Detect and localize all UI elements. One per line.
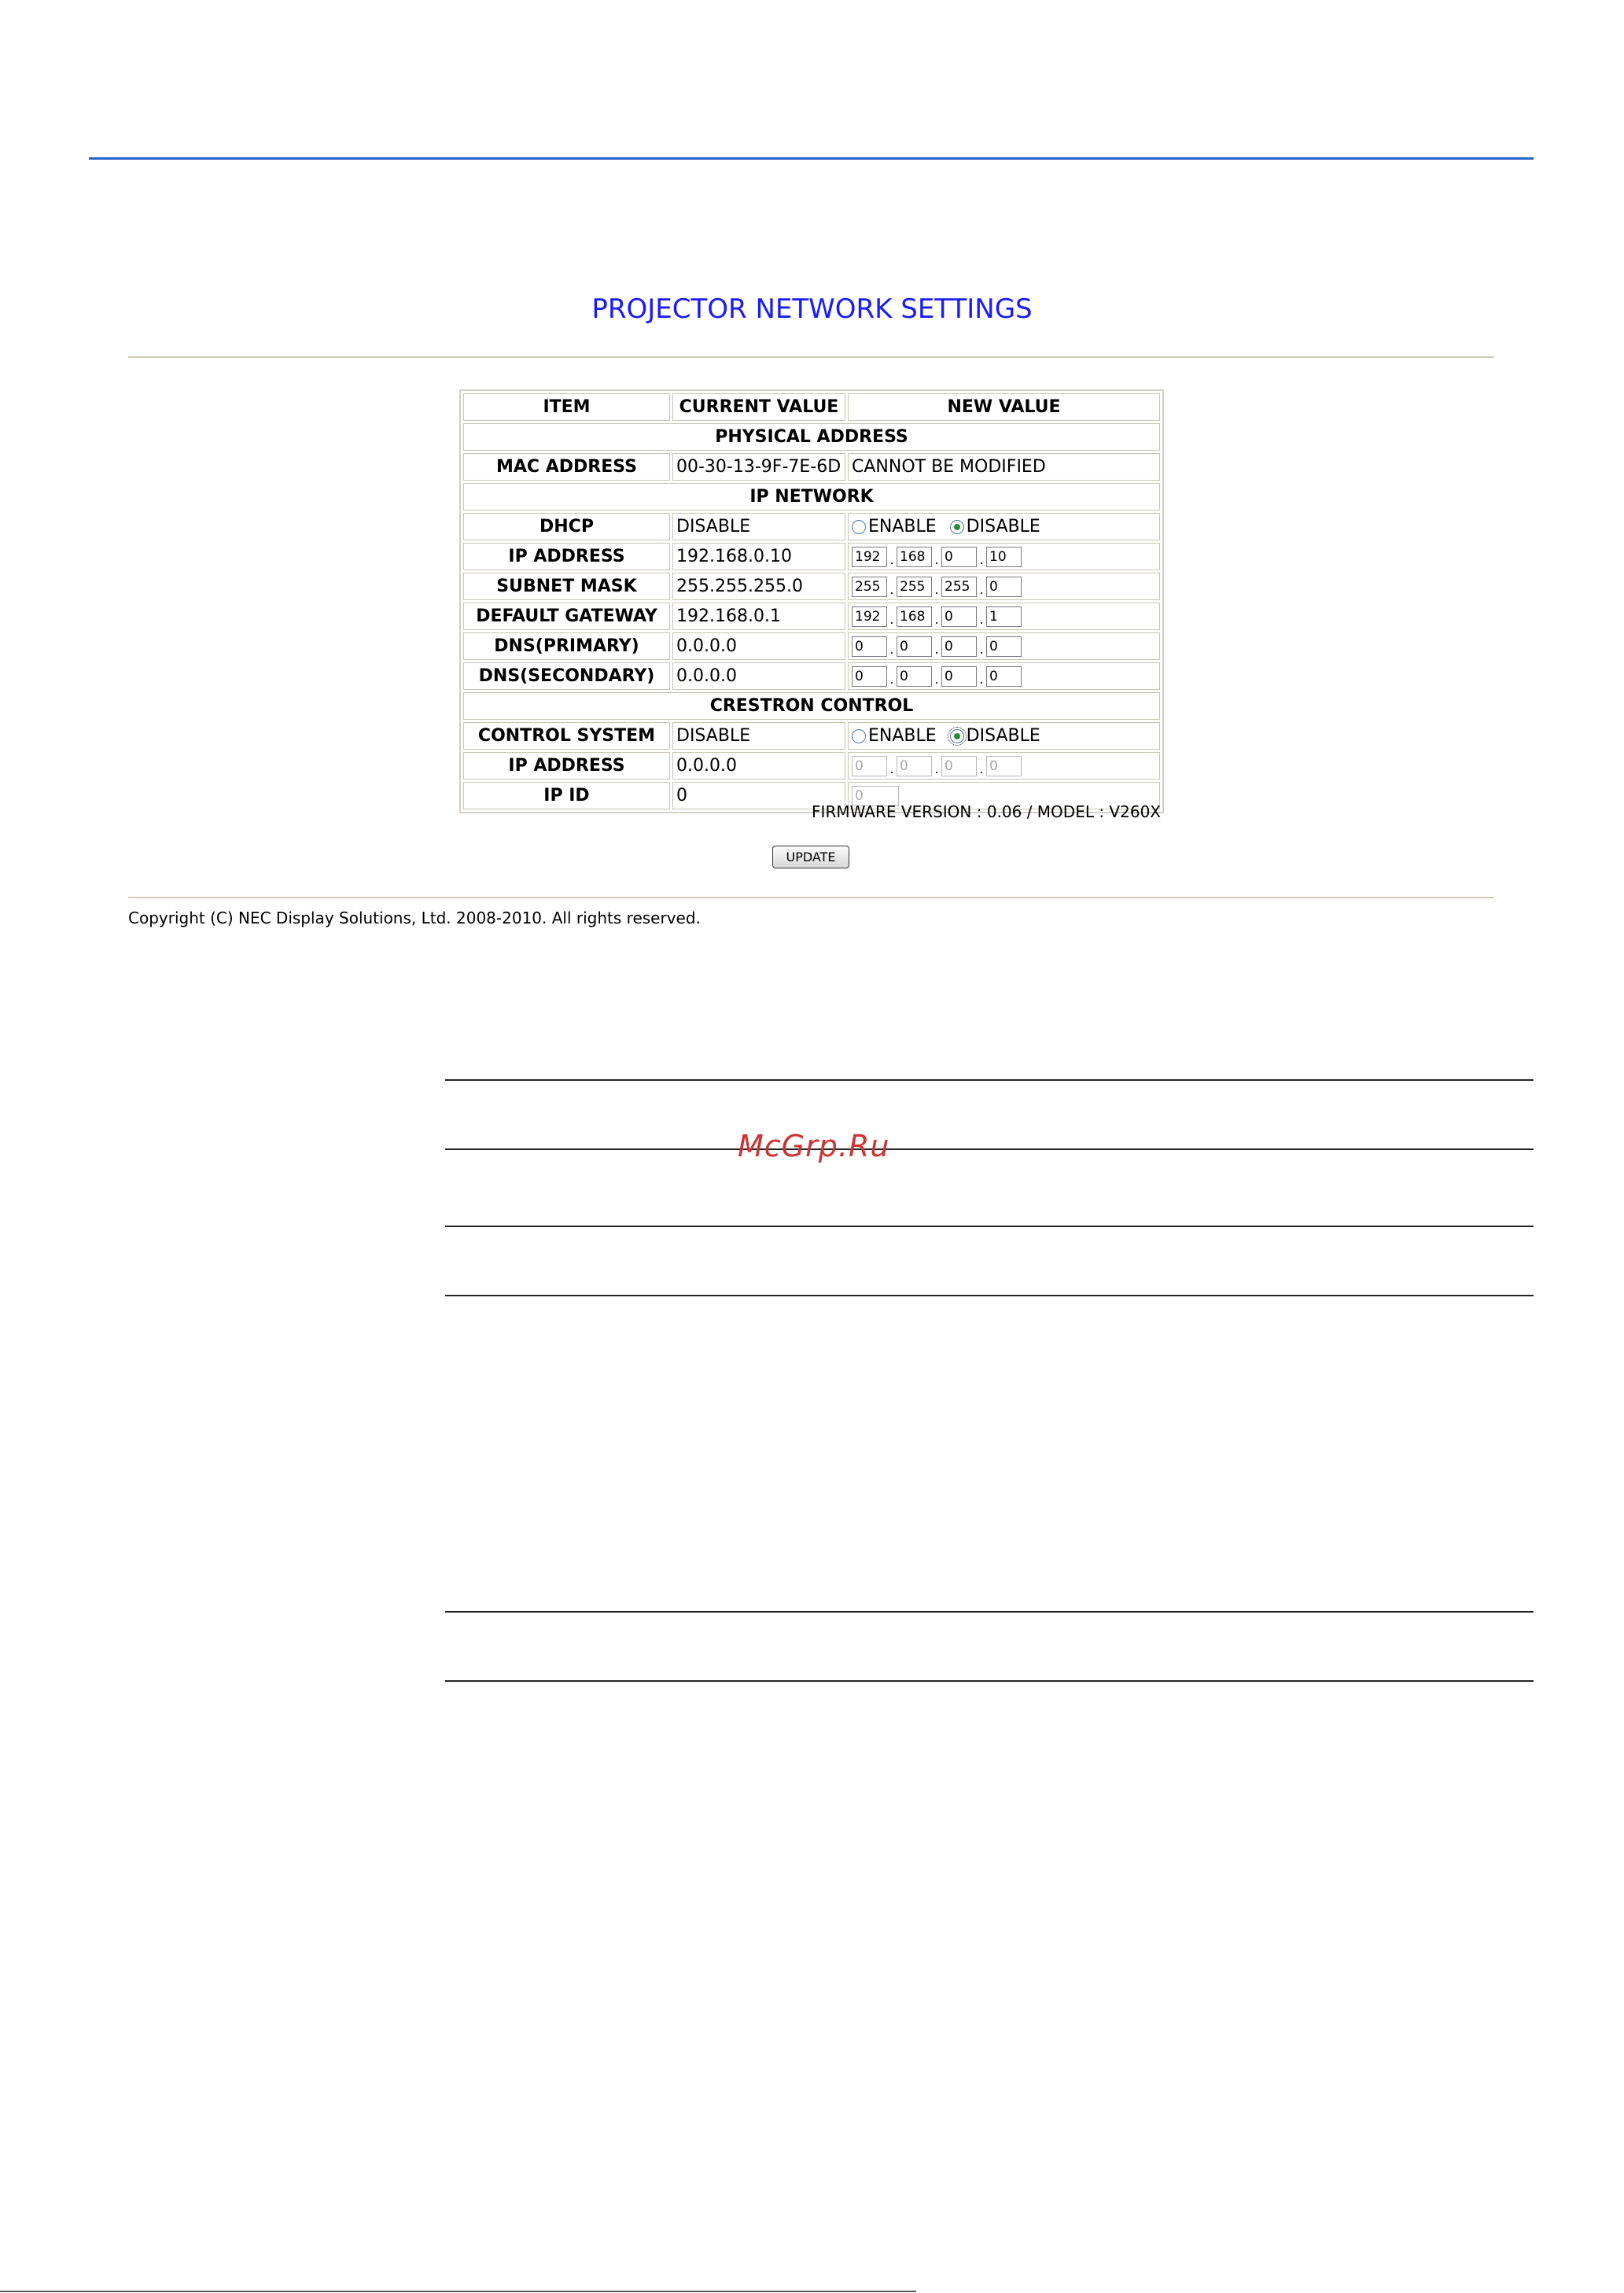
update-button[interactable]: UPDATE [772,846,849,868]
network-settings-table [459,389,1164,813]
dhcp-disable-label: DISABLE [966,517,1040,537]
row-dhcp [463,513,1160,540]
ip-address-octet-3[interactable]: 0 [941,547,977,567]
gateway-octet-2[interactable]: 168 [897,606,932,627]
row-dns-secondary [463,662,1160,690]
subnet-mask-inputs: 255 . 255 . 255 . 0 [848,573,1160,600]
header-new-value: NEW VALUE [848,393,1160,421]
ip-address-inputs: 192 . 168 . 0 . 10 [848,543,1160,570]
control-system-options [848,722,1160,750]
header-current-value: CURRENT VALUE [672,393,845,421]
dns-primary-octet-2[interactable]: 0 [897,636,932,657]
rule-1 [445,1079,1534,1081]
dns-primary-label: DNS(PRIMARY) [463,632,670,660]
dhcp-enable-label: ENABLE [868,517,937,537]
dns-primary-inputs: 0 . 0 . 0 . 0 [848,632,1160,660]
crestron-ip-label: IP ADDRESS [463,752,670,780]
control-system-label: CONTROL SYSTEM [463,722,670,750]
top-blue-rule [89,157,1534,160]
row-control-system [463,722,1160,750]
mac-address-label: MAC ADDRESS [463,453,670,481]
page-title: PROJECTOR NETWORK SETTINGS [591,293,1033,325]
copyright-text: Copyright (C) NEC Display Solutions, Ltd. 2008-2010. All rights reserved. [128,909,701,927]
dns-secondary-octet-3[interactable]: 0 [941,666,977,687]
control-system-enable-label: ENABLE [868,726,937,747]
bottom-rule [0,2291,916,2292]
section-crestron-control: CRESTRON CONTROL [463,692,1160,720]
ip-address-current: 192.168.0.10 [672,543,845,570]
title-divider [128,356,1494,358]
rule-4 [445,1295,1534,1296]
dhcp-options [848,513,1160,540]
gateway-octet-1[interactable]: 192 [852,606,887,627]
control-system-current: DISABLE [672,722,845,750]
mac-address-current: 00-30-13-9F-7E-6D [672,453,845,481]
section-ip-network: IP NETWORK [463,483,1160,511]
ip-id-label: IP ID [463,782,670,809]
dns-secondary-octet-1[interactable]: 0 [852,666,887,687]
rule-5 [445,1611,1534,1613]
table-header-row [463,393,1160,421]
dhcp-disable-radio[interactable] [950,520,964,534]
crestron-ip-octet-4[interactable]: 0 [986,756,1022,776]
crestron-ip-inputs: 0 . 0 . 0 . 0 [848,752,1160,780]
ip-address-octet-4[interactable]: 10 [986,547,1022,567]
dns-secondary-octet-4[interactable]: 0 [986,666,1022,687]
rule-6 [445,1680,1534,1682]
section-physical-address: PHYSICAL ADDRESS [463,423,1160,451]
ip-address-label: IP ADDRESS [463,543,670,570]
ip-id-current: 0 [672,782,845,809]
gateway-inputs: 192 . 168 . 0 . 1 [848,603,1160,630]
subnet-octet-4[interactable]: 0 [986,577,1022,597]
row-crestron-ip-address [463,752,1160,780]
crestron-ip-octet-1[interactable]: 0 [852,756,887,776]
dns-secondary-inputs: 0 . 0 . 0 . 0 [848,662,1160,690]
gateway-octet-3[interactable]: 0 [941,606,977,627]
dns-primary-octet-1[interactable]: 0 [852,636,887,657]
dns-secondary-current: 0.0.0.0 [672,662,845,690]
dns-primary-current: 0.0.0.0 [672,632,845,660]
crestron-ip-current: 0.0.0.0 [672,752,845,780]
subnet-octet-2[interactable]: 255 [897,577,932,597]
firmware-version: FIRMWARE VERSION : 0.06 / MODEL : V260X [812,802,1161,821]
footer-divider [128,897,1494,898]
dns-secondary-label: DNS(SECONDARY) [463,662,670,690]
mac-address-new: CANNOT BE MODIFIED [848,453,1160,481]
control-system-enable-radio[interactable] [852,729,866,743]
dhcp-label: DHCP [463,513,670,540]
dhcp-current: DISABLE [672,513,845,540]
crestron-ip-octet-3[interactable]: 0 [941,756,977,776]
ip-address-octet-1[interactable]: 192 [852,547,887,567]
row-subnet-mask [463,573,1160,600]
dhcp-enable-radio[interactable] [852,520,866,534]
crestron-ip-octet-2[interactable]: 0 [897,756,932,776]
row-dns-primary [463,632,1160,660]
ip-id-input[interactable]: 0 [852,786,899,806]
row-mac-address [463,453,1160,481]
gateway-label: DEFAULT GATEWAY [463,603,670,630]
row-ip-address [463,543,1160,570]
rule-3 [445,1226,1534,1227]
row-default-gateway [463,603,1160,630]
subnet-octet-1[interactable]: 255 [852,577,887,597]
dns-primary-octet-3[interactable]: 0 [941,636,977,657]
dns-primary-octet-4[interactable]: 0 [986,636,1022,657]
ip-address-octet-2[interactable]: 168 [897,547,932,567]
subnet-mask-current: 255.255.255.0 [672,573,845,600]
watermark-text: McGrp.Ru [738,1129,890,1163]
rule-2 [445,1148,1534,1150]
gateway-octet-4[interactable]: 1 [986,606,1022,627]
control-system-disable-label: DISABLE [966,726,1040,747]
header-item: ITEM [463,393,670,421]
subnet-mask-label: SUBNET MASK [463,573,670,600]
subnet-octet-3[interactable]: 255 [941,577,977,597]
dns-secondary-octet-2[interactable]: 0 [897,666,932,687]
control-system-disable-radio[interactable] [950,729,964,743]
gateway-current: 192.168.0.1 [672,603,845,630]
